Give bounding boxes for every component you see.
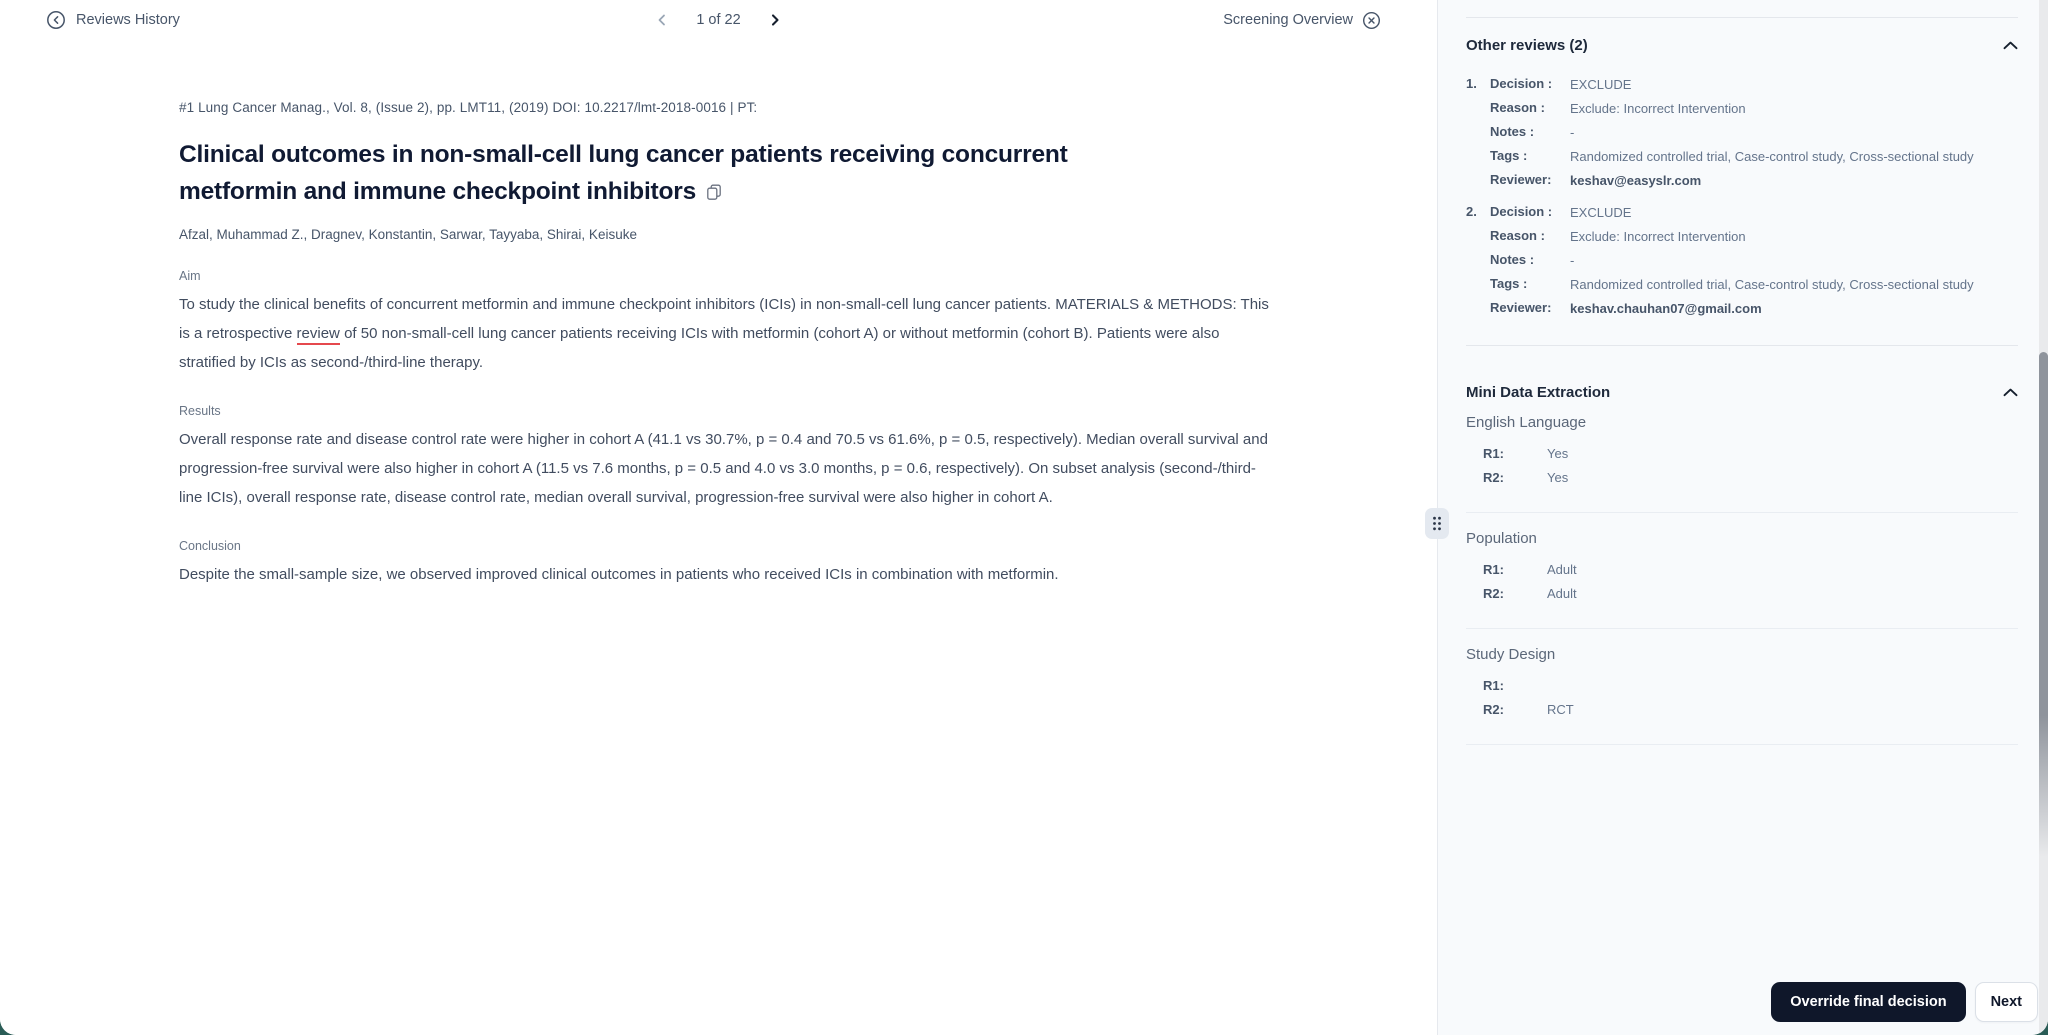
chevron-up-icon[interactable] [2003,388,2018,397]
reviewer-email: keshav@easyslr.com [1570,173,1702,188]
sidebar-scrollbar-thumb[interactable] [2039,352,2048,857]
reason-label: Reason : [1490,100,1545,115]
tags-value: Randomized controlled trial, Case-control study, Cross-sectional study [1570,277,1974,292]
r2-label: R2: [1483,702,1504,717]
aim-section [179,269,1273,377]
sidebar-top-divider [1466,17,2018,18]
extraction-rows [1483,442,2018,490]
r1-value: Adult [1547,562,1577,577]
paper-citation-meta: #1 Lung Cancer Manag., Vol. 8, (Issue 2), pp. LMT11, (2019) DOI: 10.2217/lmt-2018-0016 | PT: [179,100,758,115]
other-reviews-header[interactable] [1466,37,2018,54]
tags-value: Randomized controlled trial, Case-control study, Cross-sectional study [1570,149,1974,164]
review-index: 1. [1466,76,1477,91]
extraction-row-r2 [1483,582,2018,606]
conclusion-label: Conclusion [179,539,241,553]
screening-overview-button[interactable] [1223,11,1381,30]
extraction-row-r2 [1483,466,2018,490]
decision-value: EXCLUDE [1570,205,1632,220]
r1-value [1547,674,2018,698]
next-button[interactable]: Next [1975,982,2038,1022]
results-text: Overall response rate and disease control rate were higher in cohort A (41.1 vs 30.7%, p = 0.4 and 70.5 vs 61.6%, p = 0.5, respectively). Median overall survival and progression-free survival were also higher in cohort A (11.5 vs 7.6 months, p = 0.5 and 4.0 vs 3.0 months, p = 0.6, respectively). On subset analysis (second-/third-line ICIs), overall response rate, disease control rate, median overall survival, progression-free survival were also higher in cohort A. [179,431,1268,506]
reason-value: Exclude: Incorrect Intervention [1570,101,1746,116]
arrow-left-circle-icon [46,10,66,30]
aim-text [179,290,1273,377]
paper-authors: Afzal, Muhammad Z., Dragnev, Konstantin, Sarwar, Tayyaba, Shirai, Keisuke [179,227,637,242]
r2-label: R2: [1483,470,1504,485]
paper-title-text: Clinical outcomes in non-small-cell lung cancer patients receiving concurrent metformin and immune checkpoint inhibitors [179,141,1068,205]
extraction-group-title: Population [1466,530,1537,547]
r1-label: R1: [1483,678,1504,693]
reviewer-label: Reviewer: [1490,172,1552,187]
paper-title [179,136,1179,210]
results-label: Results [179,404,221,418]
extraction-row-r1 [1483,442,2018,466]
review-item [1466,204,2018,318]
close-circle-icon[interactable] [1362,11,1381,30]
extraction-row-r1 [1483,558,2018,582]
chevron-left-icon[interactable] [655,13,669,27]
reason-value: Exclude: Incorrect Intervention [1570,229,1746,244]
notes-value: - [1570,125,1575,140]
decision-label: Decision : [1490,76,1553,91]
extraction-group-study-design [1466,629,2018,745]
extraction-rows [1483,558,2018,606]
override-final-decision-button[interactable]: Override final decision [1771,982,1965,1022]
copy-icon[interactable] [706,184,722,200]
r1-value: Yes [1547,446,1569,461]
extraction-group-title: Study Design [1466,646,1556,663]
r1-label: R1: [1483,562,1504,577]
notes-value: - [1570,253,1575,268]
highlighted-keyword: review [297,325,340,345]
aim-text-before: To study the clinical benefits of concurrent metformin and immune checkpoint inhibitors (ICIs) in non-small-cell lung cancer patients. MATERIALS & METHODS: This is a retrospective [179,296,1269,342]
page-indicator: 1 of 22 [696,12,741,28]
grip-dots-icon [1432,516,1442,531]
extraction-row-r2 [1483,698,2018,722]
decision-label: Decision : [1490,204,1553,219]
screening-overview-label: Screening Overview [1223,12,1353,28]
extraction-group-population [1466,513,2018,629]
reason-label: Reason : [1490,228,1545,243]
reviewer-email: keshav.chauhan07@gmail.com [1570,301,1762,316]
chevron-right-icon[interactable] [768,13,782,27]
pagination [0,0,1437,40]
top-bar [0,0,1437,40]
reviews-history-button[interactable] [46,10,180,30]
mini-data-extraction-section [1466,384,2018,745]
extraction-row-r1 [1483,674,2018,698]
notes-label: Notes : [1490,124,1535,139]
notes-label: Notes : [1490,252,1535,267]
review-sidebar [1437,0,2048,1035]
extraction-rows [1483,674,2018,722]
footer-actions [1771,982,2038,1022]
conclusion-text: Despite the small-sample size, we observed improved clinical outcomes in patients who received ICIs in combination with metformin. [179,566,1059,583]
extraction-group-english-language [1466,401,2018,513]
review-item [1466,76,2018,190]
r2-value: Yes [1547,470,1569,485]
panel-resize-handle[interactable] [1425,508,1449,539]
aim-text-after: of 50 non-small-cell lung cancer patients receiving ICIs with metformin (cohort A) or without metformin (cohort B). Patients were also stratified by ICIs as second-/third-line therapy. [179,325,1220,371]
r1-label: R1: [1483,446,1504,461]
extraction-group-title: English Language [1466,414,1587,431]
results-section [179,404,1273,512]
r2-value: Adult [1547,586,1577,601]
conclusion-section [179,539,1273,589]
mini-data-extraction-header[interactable] [1466,384,2018,401]
r2-label: R2: [1483,586,1504,601]
paper-abstract-panel [179,100,1273,589]
other-reviews-list [1466,76,2018,346]
r2-value: RCT [1547,702,1574,717]
reviews-history-label: Reviews History [76,12,180,28]
reviewer-label: Reviewer: [1490,300,1552,315]
tags-label: Tags : [1490,148,1528,163]
decision-value: EXCLUDE [1570,77,1632,92]
aim-label: Aim [179,269,201,283]
other-reviews-title: Other reviews (2) [1466,37,1588,54]
chevron-up-icon[interactable] [2003,41,2018,50]
mini-data-extraction-title: Mini Data Extraction [1466,384,1611,401]
tags-label: Tags : [1490,276,1528,291]
review-index: 2. [1466,204,1477,219]
